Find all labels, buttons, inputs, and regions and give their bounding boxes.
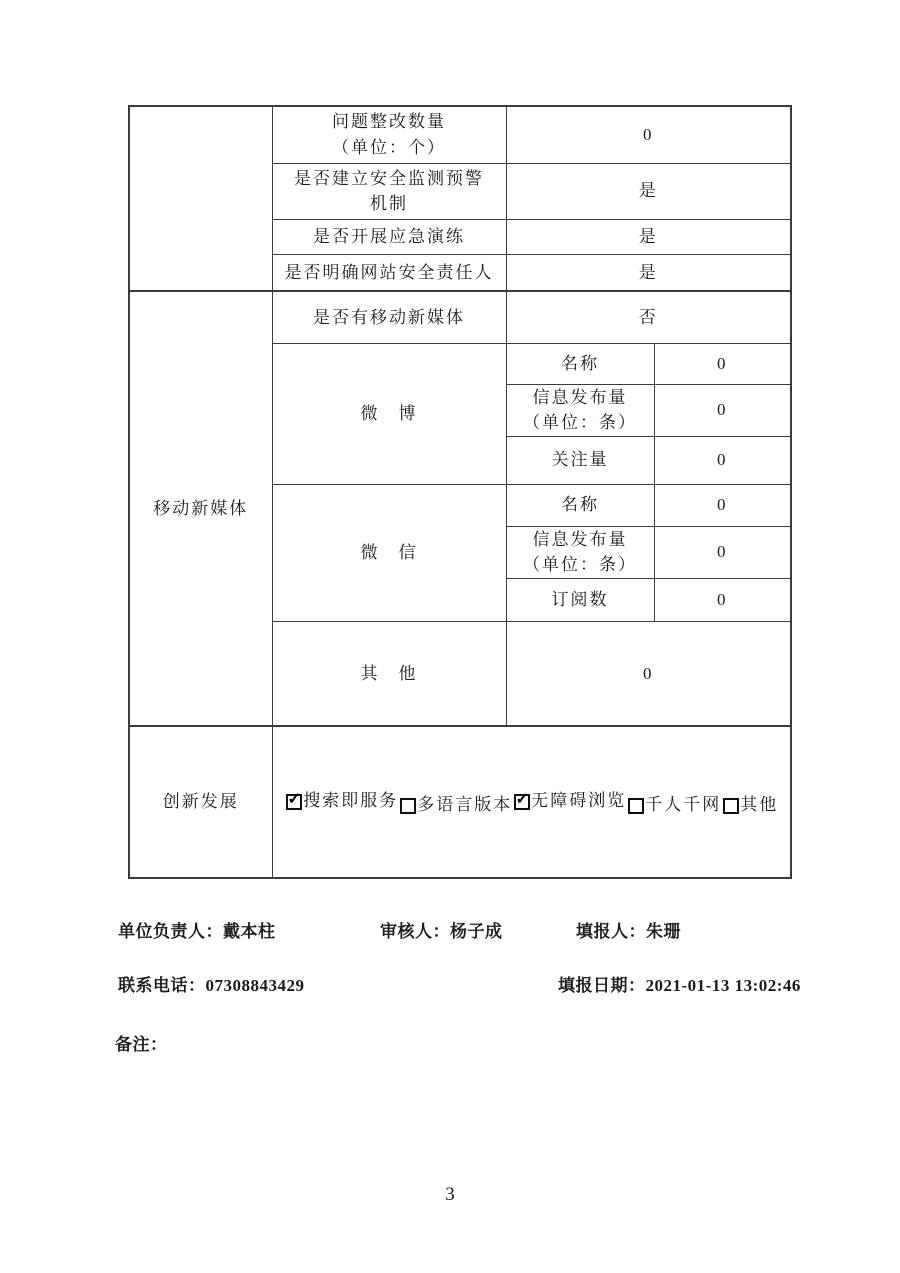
innovation-option bbox=[626, 792, 721, 818]
option-label: 无障碍浏览 bbox=[531, 790, 627, 810]
reviewer-name: 杨子成 bbox=[450, 922, 503, 941]
check-mark-icon: ✓ bbox=[287, 790, 301, 808]
unit-head-name: 戴本柱 bbox=[223, 922, 276, 941]
label-line: 信息发布量 bbox=[532, 529, 628, 549]
innovation-option bbox=[721, 792, 778, 818]
weibo-posts-label bbox=[506, 384, 654, 436]
table-row bbox=[129, 291, 791, 343]
option-label: 搜索即服务 bbox=[303, 790, 399, 810]
label-line: （单位：个） bbox=[332, 137, 446, 157]
has-mobile-media-value: 否 bbox=[506, 291, 791, 343]
phone-label: 联系电话： bbox=[118, 976, 206, 995]
checkbox-other[interactable] bbox=[723, 798, 739, 814]
innovation-option bbox=[398, 792, 512, 818]
check-mark-icon: ✓ bbox=[515, 790, 529, 808]
section-label-innovation: 创新发展 bbox=[129, 726, 272, 878]
label-line: 是否建立安全监测预警 bbox=[294, 168, 484, 188]
weibo-followers-label: 关注量 bbox=[506, 436, 654, 484]
label-line: 问题整改数量 bbox=[332, 112, 446, 132]
emergency-drill-value: 是 bbox=[506, 219, 791, 254]
section-label-mobile-media: 移动新媒体 bbox=[129, 291, 272, 726]
wechat-subscribers-label: 订阅数 bbox=[506, 578, 654, 621]
checkbox-thousand-sites[interactable] bbox=[628, 798, 644, 814]
checkbox-multilingual[interactable] bbox=[400, 798, 416, 814]
weibo-name-value: 0 bbox=[654, 343, 791, 384]
option-label: 其他 bbox=[740, 794, 779, 814]
wechat-posts-label bbox=[506, 526, 654, 578]
other-media-value: 0 bbox=[506, 621, 791, 726]
label-line: （单位：条） bbox=[523, 555, 637, 574]
reviewer-line bbox=[380, 917, 503, 942]
security-monitoring-label bbox=[272, 163, 506, 219]
reviewer-label: 审核人： bbox=[380, 922, 450, 941]
remarks-label: 备注： bbox=[115, 1035, 168, 1054]
innovation-option bbox=[512, 788, 626, 814]
security-officer-value: 是 bbox=[506, 254, 791, 291]
rectification-count-value: 0 bbox=[506, 106, 791, 163]
phone-value: 07308843429 bbox=[205, 976, 305, 995]
date-line bbox=[558, 971, 801, 996]
label-line: 机制 bbox=[370, 194, 408, 213]
security-officer-label: 是否明确网站安全责任人 bbox=[272, 254, 506, 291]
label-line: （单位：条） bbox=[523, 413, 637, 432]
weibo-posts-value: 0 bbox=[654, 384, 791, 436]
date-label: 填报日期： bbox=[558, 976, 646, 995]
table-row bbox=[129, 726, 791, 878]
filler-label: 填报人： bbox=[576, 922, 646, 941]
has-mobile-media-label: 是否有移动新媒体 bbox=[272, 291, 506, 343]
filler-line bbox=[576, 917, 681, 942]
annual-report-table bbox=[128, 105, 792, 879]
unit-head-line bbox=[118, 917, 276, 942]
security-monitoring-value: 是 bbox=[506, 163, 791, 219]
table-row bbox=[129, 106, 791, 163]
wechat-posts-value: 0 bbox=[654, 526, 791, 578]
wechat-subscribers-value: 0 bbox=[654, 578, 791, 621]
weibo-section-label: 微 博 bbox=[272, 343, 506, 484]
other-media-label: 其 他 bbox=[272, 621, 506, 726]
phone-line bbox=[118, 971, 305, 996]
weibo-followers-value: 0 bbox=[654, 436, 791, 484]
option-label: 多语言版本 bbox=[417, 794, 513, 814]
option-label: 千人千网 bbox=[645, 794, 722, 814]
page-number: 3 bbox=[445, 1184, 455, 1205]
wechat-name-value: 0 bbox=[654, 484, 791, 526]
wechat-name-label: 名称 bbox=[506, 484, 654, 526]
filler-name: 朱珊 bbox=[646, 922, 681, 941]
date-value: 2021-01-13 13:02:46 bbox=[645, 976, 801, 995]
innovation-option bbox=[284, 788, 398, 814]
unit-head-label: 单位负责人： bbox=[118, 922, 223, 941]
section-blank-cell bbox=[129, 106, 272, 291]
checkbox-search-service[interactable] bbox=[286, 790, 302, 810]
rectification-count-label bbox=[272, 106, 506, 163]
checkbox-accessibility[interactable] bbox=[514, 790, 530, 810]
innovation-options-cell bbox=[272, 726, 791, 878]
label-line: 信息发布量 bbox=[532, 387, 628, 407]
wechat-section-label: 微 信 bbox=[272, 484, 506, 621]
weibo-name-label: 名称 bbox=[506, 343, 654, 384]
emergency-drill-label: 是否开展应急演练 bbox=[272, 219, 506, 254]
